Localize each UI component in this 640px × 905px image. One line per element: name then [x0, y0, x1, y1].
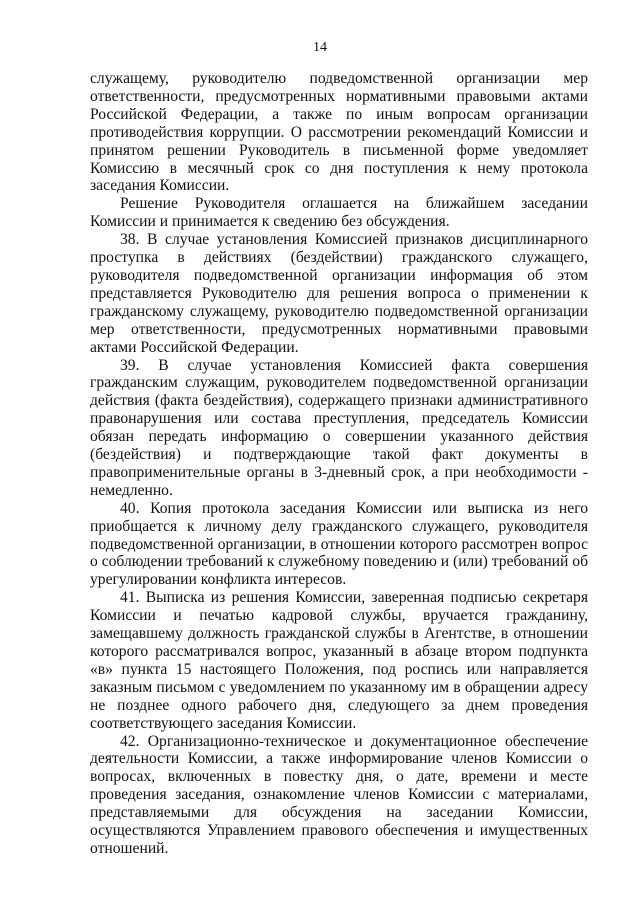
page-number: 14: [313, 40, 327, 55]
paragraph-decision-announcement: Решение Руководителя оглашается на ближайшем заседании Комиссии и принимается к сведению без обсуждения.: [90, 195, 588, 231]
paragraph-42: 42. Организационно-техническое и документационное обеспечение деятельности Комиссии, а также информирование членов Комиссии о вопросах, включенных в повестку дня, о дате, времени и месте проведения заседания, ознакомление членов Комиссии с материалами, представляемыми для обсуждения на заседании Комиссии, осуществляются Управлением правового обеспечения и имущественных отношений.: [90, 732, 588, 857]
document-body: [90, 70, 588, 858]
paragraph-39: 39. В случае установления Комиссией факта совершения гражданским служащим, руководителем подведомственной организации действия (факта бездействия), содержащего признаки административного правонарушения или состава преступления, председатель Комиссии обязан передать информацию о совершении указанного действия (бездействия) и подтверждающие такой факт документы в правоприменительные органы в 3-дневный срок, а при необходимости - немедленно.: [90, 356, 588, 499]
paragraph-41: 41. Выписка из решения Комиссии, заверенная подписью секретаря Комиссии и печатью кадровой службы, вручается гражданину, замещавшему должность гражданской службы в Агентстве, в отношении которого рассматривался вопрос, указанный в абзаце втором подпункта «в» пункта 15 настоящего Положения, под роспись или направляется заказным письмом с уведомлением по указанному им в обращении адресу не позднее одного рабочего дня, следующего за днем проведения соответствующего заседания Комиссии.: [90, 589, 588, 732]
paragraph-40: 40. Копия протокола заседания Комиссии или выписка из него приобщается к личному делу гражданского служащего, руководителя подведомственной организации, в отношении которого рассмотрен вопрос о соблюдении требований к служебному поведению и (или) требований об урегулировании конфликта интересов.: [90, 499, 588, 589]
paragraph-continuation: служащему, руководителю подведомственной организации мер ответственности, предусмотренных нормативными правовыми актами Российской Федерации, а также по иным вопросам организации противодействия коррупции. О рассмотрении рекомендаций Комиссии и принятом решении Руководитель в письменной форме уведомляет Комиссию в месячный срок со дня поступления к нему протокола заседания Комиссии.: [90, 70, 588, 195]
paragraph-38: 38. В случае установления Комиссией признаков дисциплинарного проступка в действиях (бездействии) гражданского служащего, руководителя подведомственной организации информация об этом представляется Руководителю для решения вопроса о применении к гражданскому служащему, руководителю подведомственной организации мер ответственности, предусмотренных нормативными правовыми актами Российской Федерации.: [90, 231, 588, 356]
